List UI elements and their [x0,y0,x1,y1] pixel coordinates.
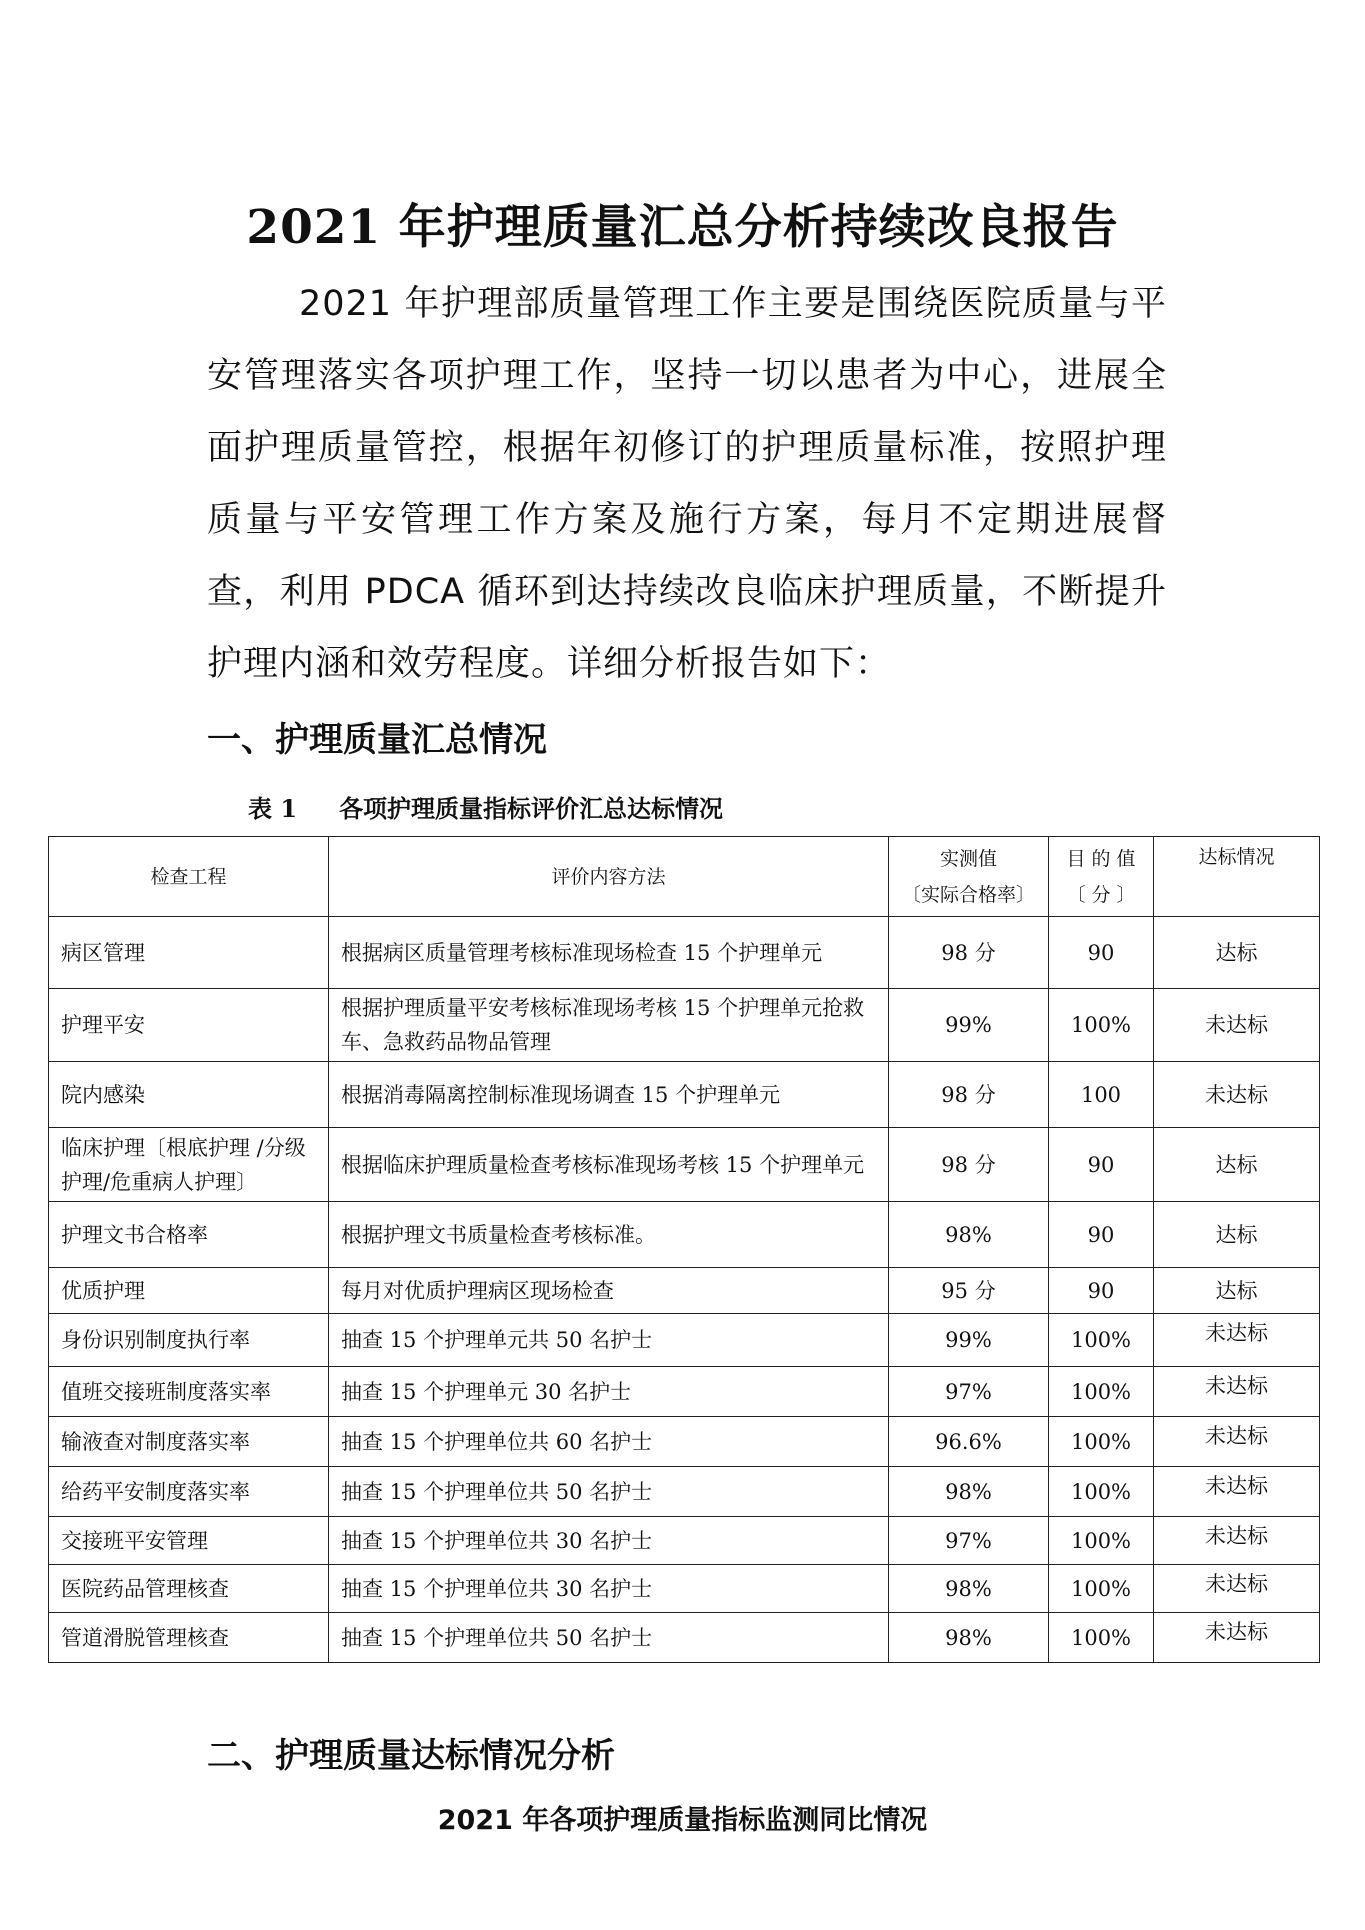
cell-item: 输液查对制度落实率 [49,1417,329,1467]
page-title: 2021 年护理质量汇总分析持续改良报告 [246,200,1119,255]
cell-method: 抽查 15 个护理单元 30 名护士 [329,1367,889,1417]
cell-method: 根据护理文书质量检查考核标准。 [329,1202,889,1268]
cell-measured: 95 分 [889,1268,1049,1314]
cell-status: 未达标 [1154,989,1320,1062]
cell-measured: 99% [889,989,1049,1062]
header-target [1049,837,1154,917]
header-item: 检查工程 [49,837,329,917]
table-row [49,1367,1320,1417]
section-heading-2: 二、护理质量达标情况分析 [207,1736,615,1776]
cell-method: 抽查 15 个护理单位共 50 名护士 [329,1467,889,1517]
cell-item: 院内感染 [49,1062,329,1128]
cell-item: 管道滑脱管理核查 [49,1613,329,1663]
cell-target: 90 [1049,917,1154,989]
table-row [49,1314,1320,1367]
cell-method: 根据病区质量管理考核标准现场检查 15 个护理单元 [329,917,889,989]
header-target-line1: 目 的 值 [1066,847,1136,870]
header-status: 达标情况 [1154,837,1320,917]
table-row [49,1202,1320,1268]
cell-method: 抽查 15 个护理单位共 30 名护士 [329,1517,889,1565]
cell-method: 抽查 15 个护理单位共 30 名护士 [329,1565,889,1613]
cell-measured: 98% [889,1613,1049,1663]
cell-status: 达标 [1154,1268,1320,1314]
section-heading-1: 一、护理质量汇总情况 [207,720,547,760]
cell-item: 护理平安 [49,989,329,1062]
table-row [49,1128,1320,1202]
table-row [49,989,1320,1062]
cell-method: 每月对优质护理病区现场检查 [329,1268,889,1314]
header-target-line2: 〔 分 〕 [1066,883,1136,906]
table-row [49,917,1320,989]
table-row [49,1417,1320,1467]
cell-target: 100% [1049,1613,1154,1663]
cell-target: 100% [1049,1367,1154,1417]
cell-item: 医院药品管理核查 [49,1565,329,1613]
cell-target: 100% [1049,1314,1154,1367]
cell-method: 根据临床护理质量检查考核标准现场考核 15 个护理单元 [329,1128,889,1202]
table-caption-number: 表 1 [248,794,298,823]
header-measured-line1: 实测值 [939,847,997,870]
header-measured [889,837,1049,917]
cell-target: 100% [1049,1565,1154,1613]
table-row [49,1268,1320,1314]
cell-item: 给药平安制度落实率 [49,1467,329,1517]
cell-method: 根据消毒隔离控制标准现场调查 15 个护理单元 [329,1062,889,1128]
cell-measured: 96.6% [889,1417,1049,1467]
cell-target: 90 [1049,1128,1154,1202]
table-row [49,1062,1320,1128]
cell-item: 身份识别制度执行率 [49,1314,329,1367]
cell-target: 100% [1049,989,1154,1062]
cell-measured: 98 分 [889,1062,1049,1128]
table-row [49,1517,1320,1565]
cell-status: 未达标 [1154,1417,1320,1467]
cell-item: 值班交接班制度落实率 [49,1367,329,1417]
cell-method: 抽查 15 个护理单元共 50 名护士 [329,1314,889,1367]
cell-target: 100% [1049,1417,1154,1467]
cell-measured: 98 分 [889,917,1049,989]
cell-measured: 98 分 [889,1128,1049,1202]
cell-status: 达标 [1154,1128,1320,1202]
cell-status: 达标 [1154,1202,1320,1268]
cell-item: 优质护理 [49,1268,329,1314]
cell-measured: 99% [889,1314,1049,1367]
cell-measured: 97% [889,1517,1049,1565]
quality-summary-table [48,836,1320,1663]
header-measured-line2: 〔实际合格率〕 [901,883,1035,906]
cell-status: 未达标 [1154,1467,1320,1517]
cell-measured: 97% [889,1367,1049,1417]
cell-measured: 98% [889,1467,1049,1517]
cell-measured: 98% [889,1202,1049,1268]
cell-target: 90 [1049,1268,1154,1314]
table-row [49,1613,1320,1663]
cell-target: 100% [1049,1467,1154,1517]
cell-target: 100 [1049,1062,1154,1128]
cell-target: 100% [1049,1517,1154,1565]
header-method: 评价内容方法 [329,837,889,917]
subsection-caption: 2021 年各项护理质量指标监测同比情况 [437,1805,928,1836]
cell-target: 90 [1049,1202,1154,1268]
cell-measured: 98% [889,1565,1049,1613]
table-caption [248,789,723,824]
intro-paragraph: 2021 年护理部质量管理工作主要是围绕医院质量与平安管理落实各项护理工作，坚持一切以患者为中心，进展全面护理质量管控，根据年初修订的护理质量标准，按照护理质量与平安管理工作方案及施行方案，每月不定期进展督查，利用 PDCA 循环到达持续改良临床护理质量，不断提升护理内涵和效劳程度。详细分析报告如下： [207,284,1167,684]
cell-method: 根据护理质量平安考核标准现场考核 15 个护理单元抢救车、急救药品物品管理 [329,989,889,1062]
table-row [49,1565,1320,1613]
table-caption-text: 各项护理质量指标评价汇总达标情况 [339,794,724,823]
cell-status: 未达标 [1154,1314,1320,1367]
cell-item: 临床护理〔根底护理 /分级护理/危重病人护理〕 [49,1128,329,1202]
cell-item: 交接班平安管理 [49,1517,329,1565]
cell-status: 未达标 [1154,1062,1320,1128]
cell-item: 护理文书合格率 [49,1202,329,1268]
table-row [49,1467,1320,1517]
cell-status: 达标 [1154,917,1320,989]
cell-status: 未达标 [1154,1517,1320,1565]
cell-method: 抽查 15 个护理单位共 50 名护士 [329,1613,889,1663]
cell-status: 未达标 [1154,1565,1320,1613]
cell-status: 未达标 [1154,1367,1320,1417]
cell-item: 病区管理 [49,917,329,989]
cell-method: 抽查 15 个护理单位共 60 名护士 [329,1417,889,1467]
cell-status: 未达标 [1154,1613,1320,1663]
